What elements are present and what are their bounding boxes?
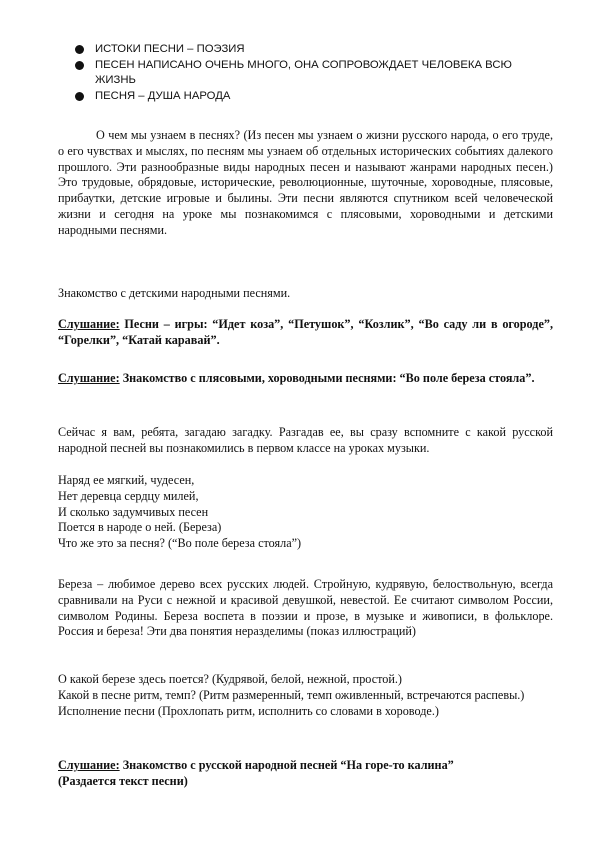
listening-1-text: Песни – игры: “Идет коза”, “Петушок”, “Козлик”, “Во саду ли в огороде”, “Горелки”, “Катай каравай”. [58,317,553,347]
bullet-item: ПЕСНЯ – ДУША НАРОДА [75,89,525,105]
handout-note: (Раздается текст песни) [58,773,188,788]
listening-label: Слушание: [58,758,120,772]
poem-line: И сколько задумчивых песен [58,504,209,519]
riddle-intro: Сейчас я вам, ребята, загадаю загадку. Разгадав ее, вы сразу вспомните с какой русской народной песней вы познакомились в первом классе на уроках музыки. [58,425,553,455]
poem-line: Поется в народе о ней. (Береза) [58,520,222,535]
listening-3-text: Знакомство с русской народной песней “На горе-то калина” [119,758,454,772]
listening-2 [58,371,553,387]
listening-label: Слушание: [58,371,120,385]
bullet-item: ИСТОКИ ПЕСНИ – ПОЭЗИЯ [75,42,525,58]
question-line: Какой в песне ритм, темп? (Ритм размеренный, темп оживленный, встречаются распевы.) [58,687,525,702]
bullet-list [75,42,525,104]
poem-line: Что же это за песня? (“Во поле береза стояла”) [58,536,302,551]
riddle-poem [58,473,553,552]
bullet-icon [75,61,84,70]
birch-paragraph: Береза – любимое дерево всех русских людей. Стройную, кудрявую, белоствольную, всегда сравнивали на Руси с нежной и красивой девушкой, невестой. Ее считают символом России, символом Родины. Береза воспета в поэзии и прозе, в музыке и живописи, в фольклоре. Россия и береза! Эти два понятия неразделимы (показ иллюстраций) [58,577,553,639]
listening-label: Слушание: [58,317,120,331]
questions [58,672,553,719]
question-line: О какой березе здесь поется? (Кудрявой, белой, нежной, простой.) [58,672,402,686]
bullet-item: ПЕСЕН НАПИСАНО ОЧЕНЬ МНОГО, ОНА СОПРОВОЖДАЕТ ЧЕЛОВЕКА ВСЮ ЖИЗНЬ [75,58,525,89]
children-songs-intro: Знакомство с детскими народными песнями. [58,286,291,300]
intro-paragraph: О чем мы узнаем в песнях? (Из песен мы узнаем о жизни русского народа, о его труде, о его чувствах и мыслях, по песням мы узнаем об отдельных исторических событиях далекого прошлого. Эти разнообразные виды народных песен и называют жанрами народных песен.) Это трудовые, обрядовые, исторические, революционные, шуточные, хороводные, плясовые, прибаутки, детские игровые и былины. Эти песни являются спутником всей человеческой жизни и сегодня на уроке мы познакомимся с плясовыми, хороводными и детскими народными песнями. [58,128,553,237]
listening-2-text: Знакомство с плясовыми, хороводными песнями: “Во поле береза стояла”. [119,371,535,385]
poem-line: Нет деревца сердцу милей, [58,488,199,503]
bullet-icon [75,92,84,101]
poem-line: Наряд ее мягкий, чудесен, [58,473,195,487]
question-line: Исполнение песни (Прохлопать ритм, исполнить со словами в хороводе.) [58,703,439,718]
listening-1 [58,317,553,349]
listening-3 [58,758,553,790]
bullet-icon [75,45,84,54]
